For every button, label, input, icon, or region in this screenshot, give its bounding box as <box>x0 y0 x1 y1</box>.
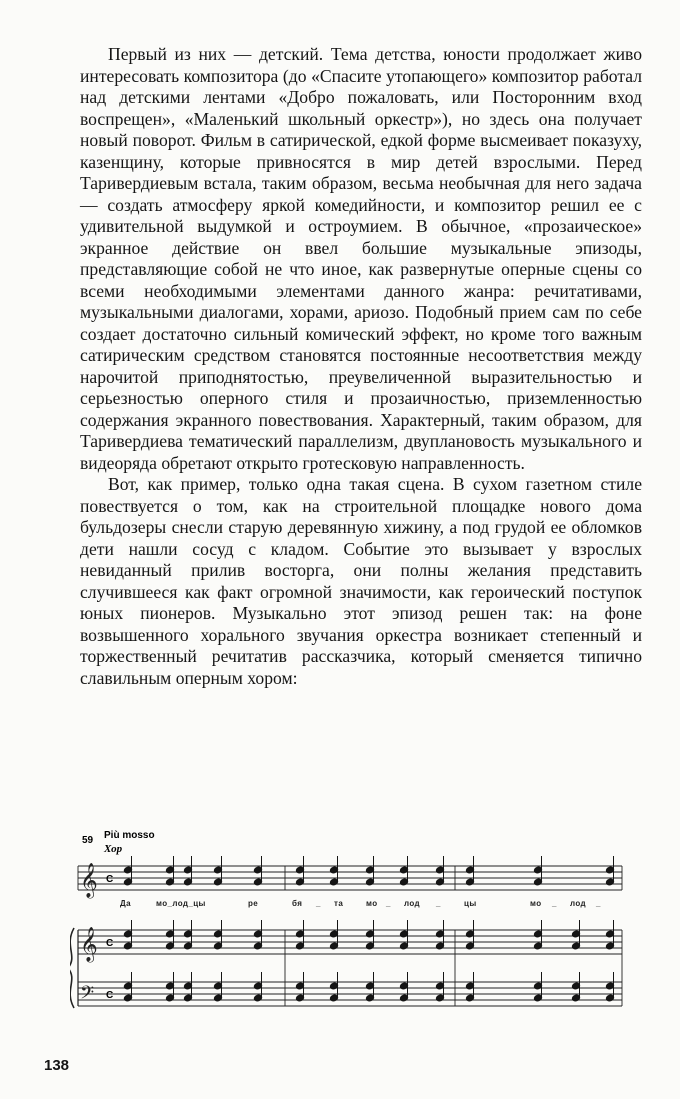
lyric-syllable: мо <box>366 899 378 908</box>
treble-clef-icon: 𝄞 <box>80 927 98 962</box>
paragraph-2: Вот, как пример, только одна такая сцена. В сухом газетном стиле повествуется о том, как на строительной площадке нового дома бульдозеры снесли старую деревянную хижину, а под грудой ее обломков дети нашли сосуд с кладом. Событие это вызывает у взрослых невиданный прилив восторга, они полны желания представить случившееся как факт огромной значимости, как героический поступок юных пионеров. Музыкально этот эпизод решен так: на фоне возвышенного хорального звучания оркестра возникает степенный и торжественный речитатив рассказчика, который сменяется типично славильным оперным хором: <box>80 474 642 688</box>
paragraph-1: Первый из них — детский. Тема детства, юности продолжает живо интересовать композитора (до «Спасите утопающего» композитор работал над детскими лентами «Добро пожаловать, или Посторонним вход воспрещен», «Маленький школьный оркестр»), но здесь она получает новый поворот. Фильм в сатирической, едкой форме высмеивает показуху, казенщину, которые привносятся в мир детей взрослыми. Перед Таривердиевым встала, таким образом, весьма необычная для него задача — создать атмосферу яркой комедийности, и композитор решил ее с удивительной выдумкой и остроумием. В обычное, «прозаическое» экранное действие он ввел большие музыкальные эпизоды, представляющие собой не что иное, как развернутые оперные сцены со всеми необходимыми элементами данного жанра: речитативами, музыкальными диалогами, хорами, ариозо. Подобный прием сам по себе создает достаточно сильный комический эффект, но кроме того важным сатирическим средством становятся постоянные несоответствия между нарочитой приподнятостью, преувеличенной выразительностью и серьезностью оперного стиля и прозаичностью, приземленностью содержания экранного повествования. Характерный, таким образом, для Таривердиева тематический параллелизм, двуплановость музыкального и видеоряда обретают открыто гротесковую направленность. <box>80 44 642 473</box>
time-signature: C <box>106 938 114 949</box>
lyrics-line <box>120 899 601 908</box>
lyric-syllable: мо_лод_цы <box>156 899 206 908</box>
measure-number: 59 <box>82 835 94 846</box>
lyric-syllable: _ <box>386 899 391 908</box>
page-number: 138 <box>44 1057 70 1074</box>
lyric-syllable: цы <box>464 899 477 908</box>
lyric-syllable: ре <box>248 899 259 908</box>
music-score <box>70 826 630 1046</box>
lyric-syllable: лод <box>404 899 421 908</box>
piano-staff-bass <box>78 930 622 1006</box>
lyric-syllable: бя <box>292 899 303 908</box>
lyric-syllable: лод <box>570 899 587 908</box>
time-signature: C <box>106 874 114 885</box>
lyric-syllable: _ <box>596 899 601 908</box>
brace-icon <box>70 928 74 1008</box>
lyric-syllable: Да <box>120 899 131 908</box>
treble-clef-icon: 𝄞 <box>80 863 98 898</box>
lyric-syllable: _ <box>316 899 321 908</box>
body-text <box>80 44 642 689</box>
time-signature: C <box>106 990 114 1001</box>
part-label: Хор <box>104 843 123 855</box>
lyric-syllable: та <box>334 899 344 908</box>
bass-clef-icon: 𝄢 <box>80 983 95 1008</box>
lyric-syllable: _ <box>552 899 557 908</box>
lyric-syllable: мо <box>530 899 542 908</box>
lyric-syllable: _ <box>436 899 441 908</box>
tempo-marking: Più mosso <box>104 830 155 841</box>
